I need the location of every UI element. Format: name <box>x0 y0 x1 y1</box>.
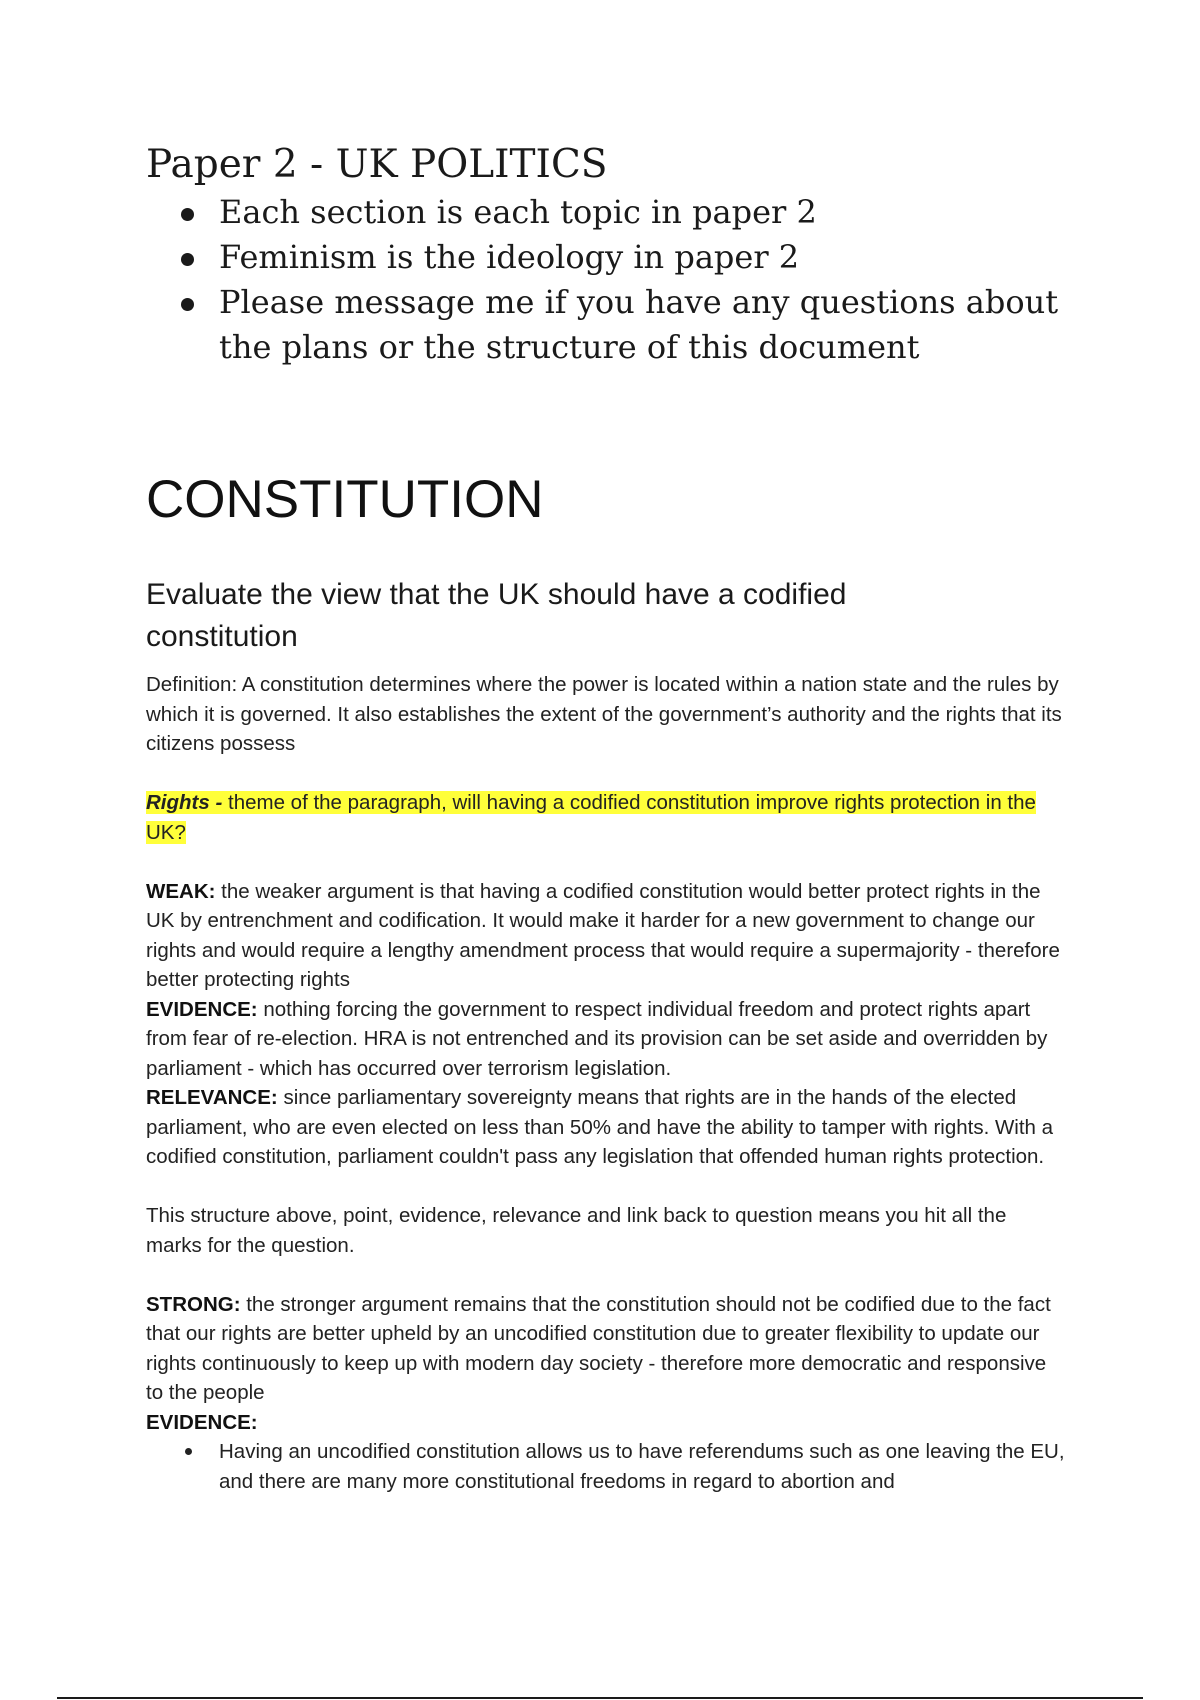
evidence-text: nothing forcing the government to respect individual freedom and protect rights apart from fear of re-election. HRA is not entrenched and its provision can be set aside and overridden by parliament - which has occurred over terrorism legislation. <box>146 997 1048 1080</box>
evidence-paragraph <box>146 995 1066 1084</box>
essay-plan <box>146 670 1066 1496</box>
evidence-2-label: EVIDENCE: <box>146 1410 258 1434</box>
intro-bullet: Please message me if you have any questions about the plans or the structure of this document <box>219 280 1066 370</box>
relevance-text: since parliamentary sovereignty means that rights are in the hands of the elected parliament, who are even elected on less than 50% and have the ability to tamper with rights. With a codified constitution, parliament couldn't pass any legislation that offended human rights protection. <box>146 1086 1054 1168</box>
evidence-2-paragraph <box>146 1408 1066 1438</box>
bullet-icon <box>181 298 194 311</box>
weak-paragraph <box>146 877 1066 995</box>
strong-text: the stronger argument remains that the constitution should not be codified due to the fact that our rights are better upheld by an uncodified constitution due to greater flexibility to update our rights continuously to keep up with modern day society - therefore more democratic and responsive to the people <box>146 1292 1051 1404</box>
section-heading: CONSTITUTION <box>146 470 544 529</box>
intro-bullet: Each section is each topic in paper 2 <box>219 190 1066 235</box>
document-title: Paper 2 - UK POLITICS <box>146 142 608 187</box>
relevance-paragraph <box>146 1083 1066 1172</box>
bullet-icon <box>181 253 194 266</box>
essay-question: Evaluate the view that the UK should have a codified constitution <box>146 578 847 653</box>
evidence-label: EVIDENCE: <box>146 997 258 1021</box>
evidence-2-bullet-list <box>146 1437 1066 1496</box>
strong-label: STRONG: <box>146 1292 241 1316</box>
intro-bullet-list <box>146 190 1066 370</box>
weak-label: WEAK: <box>146 879 216 903</box>
theme-paragraph <box>146 788 1066 847</box>
bullet-icon <box>185 1448 192 1455</box>
evidence-bullet: Having an uncodified constitution allows us to have referendums such as one leaving the EU, and there are many more constitutional freedoms in regard to abortion and <box>219 1437 1066 1496</box>
strong-paragraph <box>146 1290 1066 1408</box>
theme-label: Rights - <box>146 791 223 814</box>
weak-text: the weaker argument is that having a codified constitution would better protect rights in the UK by entrenchment and codification. It would make it harder for a new government to change our rights and would require a lengthy amendment process that would require a supermajority - therefore better protecting rights <box>146 879 1060 991</box>
intro-bullet: Feminism is the ideology in paper 2 <box>219 235 1066 280</box>
page-divider <box>57 1697 1143 1699</box>
definition-paragraph: Definition: A constitution determines where the power is located within a nation state and the rules by which it is governed. It also establishes the extent of the government’s authority and the rights that its citizens possess <box>146 673 1062 755</box>
structure-note: This structure above, point, evidence, relevance and link back to question means you hit all the marks for the question. <box>146 1204 1007 1257</box>
document-page <box>146 140 1066 1493</box>
bullet-icon <box>181 208 194 221</box>
relevance-label: RELEVANCE: <box>146 1086 278 1109</box>
theme-text: theme of the paragraph, will having a codified constitution improve rights protection in the UK? <box>146 791 1036 844</box>
